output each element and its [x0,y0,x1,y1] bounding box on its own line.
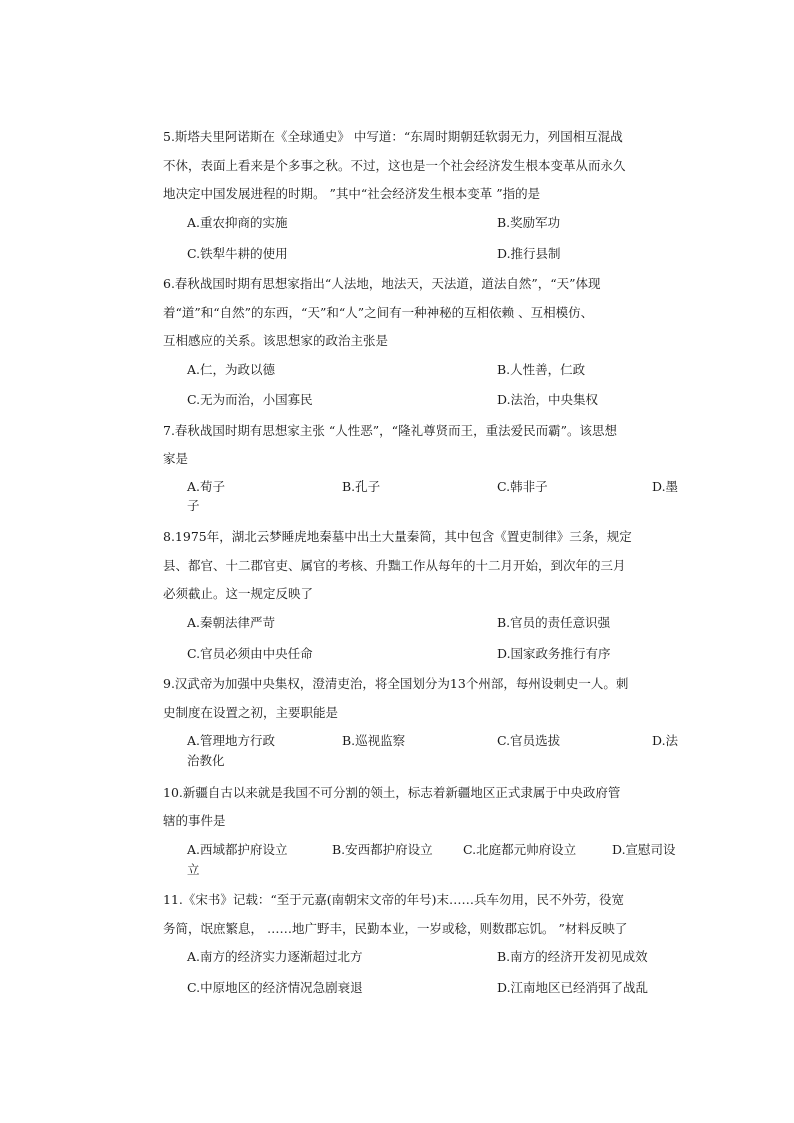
question-text-line: 县、都官、十二郡官吏、属官的考核、升黜工作从每年的十二月开始，到次年的三月 [163,558,626,573]
option-c: C.中原地区的经济情况急剧衰退 [187,980,363,995]
question-text-line: 不休，表面上看来是个多事之秋。不过，这也是一个社会经济发生根本变革从而永久 [163,158,626,173]
question-text-line: 着“道”和“自然”的东西，“天”和“人”之间有一种神秘的互相依赖 、互相模仿、 [163,305,594,320]
question-text-line: 史制度在设置之初，主要职能是 [163,705,339,720]
question-text-line: 5.斯塔夫里阿诺斯在《全球通史》 中写道：“东周时期朝廷软弱无力，列国相互混战 [163,129,623,144]
option-a: A.仁，为政以德 [187,362,276,377]
option-b: B.安西都护府设立 [332,842,433,857]
option-c: C.韩非子 [497,479,548,494]
option-a: A.重农抑商的实施 [187,215,288,230]
question-text-line: 务简，氓庶繁息， ……地广野丰，民勤本业，一岁或稔，则数郡忘饥。 ”材料反映了 [163,921,628,936]
option-d: D.法治，中央集权 [497,392,599,407]
question-text-line: 互相感应的关系。该思想家的政治主张是 [163,333,389,348]
option-a: A.管理地方行政 [187,733,276,748]
option-d: D.法 [652,733,679,748]
question-text-line: 9.汉武帝为加强中央集权，澄清吏治，将全国划分为13个州部，每州设刺史一人。刺 [163,676,629,691]
option-b: B.人性善，仁政 [497,362,586,377]
option-c: C.无为而治，小国寡民 [187,392,313,407]
question-text-line: 10.新疆自古以来就是我国不可分割的领土，标志着新疆地区正式隶属于中央政府管 [163,785,621,800]
option-a: A.西域都护府设立 [187,842,288,857]
option-c: C.官员选拔 [497,733,561,748]
option-a: A.荀子 [187,479,226,494]
option-b: B.官员的责任意识强 [497,615,611,630]
option-b: B.孔子 [342,479,381,494]
question-text-line: 11.《宋书》记载：“至于元嘉(南朝宋文帝的年号)末……兵车勿用，民不外劳，役宽 [163,892,625,907]
question-text-line: 家是 [163,451,189,466]
option-a: A.秦朝法律严苛 [187,615,276,630]
question-text-line: 8.1975年，湖北云梦睡虎地秦墓中出土大量秦简，其中包含《置吏制律》三条，规定 [163,529,632,544]
option-b: B.巡视监察 [342,733,406,748]
option-a: A.南方的经济实力逐渐超过北方 [187,949,363,964]
question-text-line: 辖的事件是 [163,813,226,828]
option-d-wrap: 立 [187,862,200,877]
question-text-line: 地决定中国发展进程的时期。 ”其中“社会经济发生根本变革 ”指的是 [163,186,541,201]
option-d-wrap: 治教化 [187,753,225,768]
option-d: D.宣慰司设 [612,842,676,857]
option-c: C.官员必须由中央任命 [187,646,313,661]
option-d: D.国家政务推行有序 [497,646,611,661]
question-text-line: 必须截止。这一规定反映了 [163,586,314,601]
option-d: D.江南地区已经消弭了战乱 [497,980,649,995]
option-b: B.奖励军功 [497,215,561,230]
question-text-line: 6.春秋战国时期有思想家指出“人法地，地法天，天法道，道法自然”，“天”体现 [163,276,601,291]
option-c: C.北庭都元帅府设立 [463,842,577,857]
option-d-wrap: 子 [187,498,200,513]
option-c: C.铁犁牛耕的使用 [187,246,288,261]
option-d: D.墨 [652,479,679,494]
option-d: D.推行县制 [497,246,561,261]
option-b: B.南方的经济开发初见成效 [497,949,648,964]
question-text-line: 7.春秋战国时期有思想家主张 “人性恶”，“隆礼尊贤而王，重法爱民而霸”。该思想 [163,423,617,438]
